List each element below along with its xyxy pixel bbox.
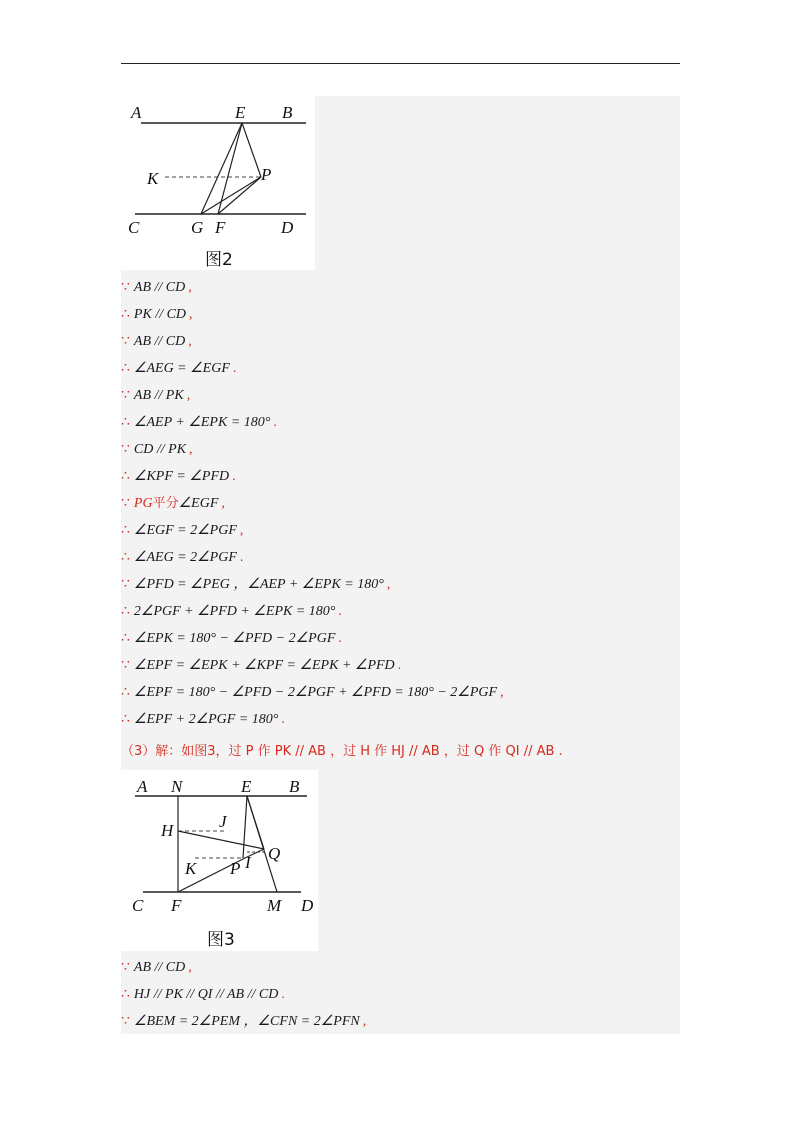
proof-statement: ∠AEG = ∠EGF xyxy=(133,361,230,376)
proof-line xyxy=(121,387,190,405)
proof-statement: ∠AEG = 2∠PGF xyxy=(133,550,237,565)
proof-statement: ∠EPF = 180° − ∠PFD − 2∠PGF + ∠PFD = 180° − 2∠PGF xyxy=(133,685,498,700)
proof-line xyxy=(121,441,193,459)
because-symbol: ∵ xyxy=(121,1014,130,1029)
proof-line xyxy=(121,549,243,567)
proof-statement: HJ // PK // QI // AB // CD xyxy=(133,987,279,1002)
proof-punctuation: . xyxy=(397,658,402,673)
point-F: F xyxy=(171,896,182,915)
proof-punctuation: , xyxy=(189,442,193,457)
because-symbol: ∵ xyxy=(121,442,130,457)
proof-punctuation: . xyxy=(281,987,285,1002)
proof-punctuation: , xyxy=(500,685,504,700)
proof-statement-cjk: 平分 xyxy=(152,496,179,511)
proof-line xyxy=(121,468,236,486)
proof-statement: ∠EPF = ∠EPK + ∠KPF = ∠EPK + ∠PFD xyxy=(133,658,395,673)
proof-punctuation: . xyxy=(232,469,236,484)
point-N: N xyxy=(171,777,183,796)
proof-line xyxy=(121,414,277,432)
point-C: C xyxy=(128,218,140,237)
proof-line xyxy=(121,959,192,977)
proof-line xyxy=(121,684,504,702)
because-symbol: ∵ xyxy=(121,334,130,349)
header-rule xyxy=(121,63,680,64)
proof-punctuation: , xyxy=(221,496,225,511)
point-B: B xyxy=(282,103,293,122)
proof-line xyxy=(121,495,225,513)
proof-punctuation: . xyxy=(338,604,342,619)
proof-punctuation: , xyxy=(239,523,244,538)
proof-statement: AB // CD xyxy=(133,280,186,295)
therefore-symbol: ∴ xyxy=(121,550,130,565)
point-E: E xyxy=(241,777,252,796)
proof-punctuation: , xyxy=(362,1014,367,1029)
proof-statement: ∠AEP + ∠EPK = 180° xyxy=(133,415,271,430)
proof-line xyxy=(121,711,285,729)
proof-punctuation: , xyxy=(186,388,191,403)
proof-punctuation: . xyxy=(281,712,285,727)
figure-3-caption: 图3 xyxy=(207,930,235,950)
because-symbol: ∵ xyxy=(121,388,130,403)
proof-line xyxy=(121,522,243,540)
proof-statement: ∠BEM = 2∠PEM ，∠CFN = 2∠PFN xyxy=(133,1014,360,1029)
proof-statement: PK // CD xyxy=(133,307,187,322)
point-A: A xyxy=(137,777,148,796)
proof-statement: PG xyxy=(133,496,153,511)
proof-statement: ∠KPF = ∠PFD xyxy=(133,469,230,484)
point-F: F xyxy=(215,218,226,237)
proof-punctuation: , xyxy=(189,307,193,322)
because-symbol: ∵ xyxy=(121,658,130,673)
part3-heading: （3）解：如图3，过 P 作 PK // AB ，过 H 作 HJ // AB ，过 Q 作 QI // AB . xyxy=(121,744,563,759)
proof-statement: CD // PK xyxy=(133,442,187,457)
figure-3 xyxy=(121,770,318,951)
proof-line xyxy=(121,603,342,621)
because-symbol: ∵ xyxy=(121,280,130,295)
proof-statement: ∠EPF + 2∠PGF = 180° xyxy=(133,712,279,727)
proof-punctuation: . xyxy=(232,361,237,376)
therefore-symbol: ∴ xyxy=(121,604,130,619)
therefore-symbol: ∴ xyxy=(121,987,130,1002)
proof-statement: AB // CD xyxy=(133,960,186,975)
point-J: J xyxy=(219,812,227,831)
therefore-symbol: ∴ xyxy=(121,712,130,727)
proof-line xyxy=(121,306,193,324)
because-symbol: ∵ xyxy=(121,577,130,592)
proof-statement: ∠EPK = 180° − ∠PFD − 2∠PGF xyxy=(133,631,336,646)
proof-punctuation: , xyxy=(188,960,192,975)
proof-statement: ∠EGF xyxy=(178,496,219,511)
point-E: E xyxy=(235,103,246,122)
point-K: K xyxy=(185,859,197,878)
proof-line xyxy=(121,333,192,351)
therefore-symbol: ∴ xyxy=(121,415,130,430)
point-G: G xyxy=(191,218,204,237)
proof-punctuation: . xyxy=(338,631,342,646)
therefore-symbol: ∴ xyxy=(121,307,130,322)
therefore-symbol: ∴ xyxy=(121,631,130,646)
point-D: D xyxy=(281,218,294,237)
proof-statement: ∠PFD = ∠PEG ，∠AEP + ∠EPK = 180° xyxy=(133,577,384,592)
proof-statement: ∠EGF = 2∠PGF xyxy=(133,523,237,538)
therefore-symbol: ∴ xyxy=(121,469,130,484)
proof-punctuation: , xyxy=(386,577,391,592)
proof-statement: AB // PK xyxy=(133,388,184,403)
therefore-symbol: ∴ xyxy=(121,523,130,538)
proof-punctuation: , xyxy=(188,334,192,349)
proof-line xyxy=(121,1013,366,1031)
point-M: M xyxy=(267,896,282,915)
proof-line xyxy=(121,657,401,675)
proof-line xyxy=(121,576,390,594)
proof-line xyxy=(121,360,236,378)
point-P: P xyxy=(261,165,272,184)
proof-punctuation: . xyxy=(273,415,277,430)
point-I: I xyxy=(245,853,251,872)
proof-punctuation: . xyxy=(239,550,244,565)
point-C: C xyxy=(132,896,144,915)
because-symbol: ∵ xyxy=(121,960,130,975)
point-A: A xyxy=(131,103,142,122)
proof-statement: AB // CD xyxy=(133,334,186,349)
figure-2 xyxy=(121,96,315,270)
point-D: D xyxy=(301,896,314,915)
proof-statement: 2∠PGF + ∠PFD + ∠EPK = 180° xyxy=(133,604,336,619)
therefore-symbol: ∴ xyxy=(121,361,130,376)
point-K: K xyxy=(147,169,159,188)
point-H: H xyxy=(161,821,174,840)
because-symbol: ∵ xyxy=(121,496,130,511)
proof-line xyxy=(121,630,342,648)
point-P: P xyxy=(230,859,241,878)
therefore-symbol: ∴ xyxy=(121,685,130,700)
point-Q: Q xyxy=(268,844,281,863)
figure-2-caption: 图2 xyxy=(205,250,233,270)
proof-line xyxy=(121,986,285,1004)
point-B: B xyxy=(289,777,300,796)
proof-line xyxy=(121,279,192,297)
proof-punctuation: , xyxy=(188,280,192,295)
